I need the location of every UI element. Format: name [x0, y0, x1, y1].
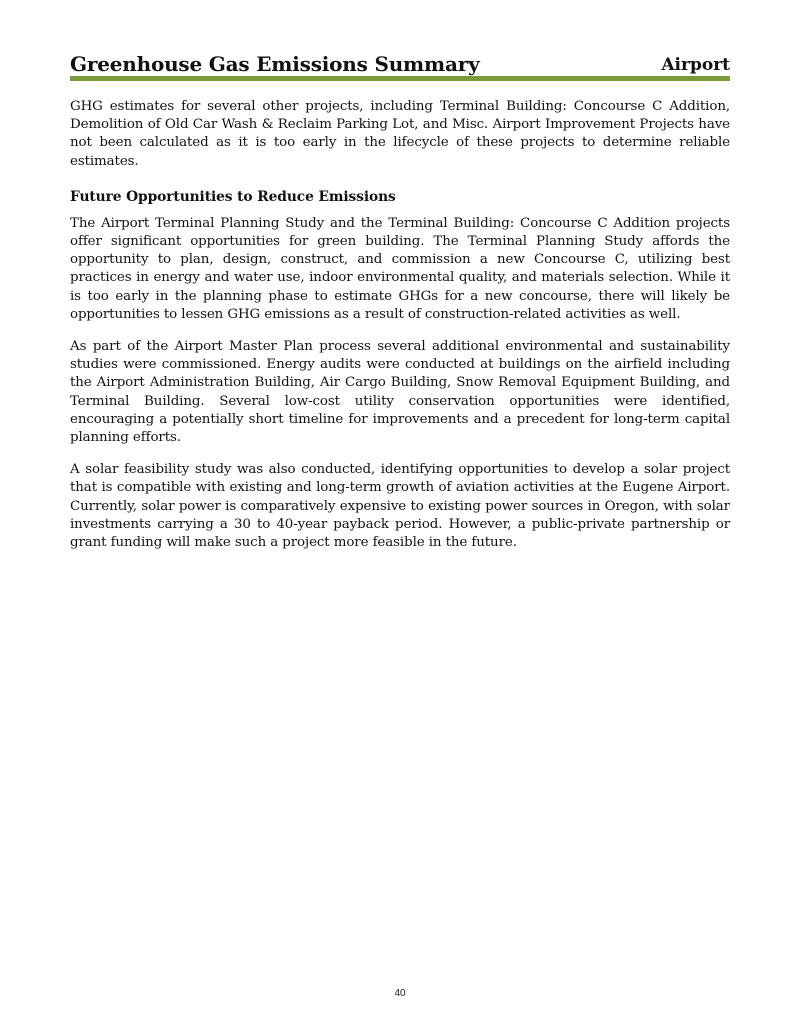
header-divider [70, 76, 730, 81]
page-content [70, 98, 730, 552]
section-label: Airport [661, 55, 730, 75]
intro-paragraph: GHG estimates for several other projects, including Terminal Building: Concourse C Addition, Demolition of Old Car Wash & Reclaim Parking Lot, and Misc. Airport Improvement Projects have not been calculated as it is too early in the lifecycle of these projects to determine reliable estimates. [70, 99, 730, 169]
document-page [70, 46, 730, 1016]
page-number: 40 [394, 988, 406, 999]
section-heading: Future Opportunities to Reduce Emissions [70, 188, 396, 205]
body-paragraph-3: A solar feasibility study was also conducted, identifying opportunities to develop a solar project that is compatible with existing and long-term growth of aviation activities at the Eugene Airport. Currently, solar power is comparatively expensive to existing power sources in Oregon, with solar investments carrying a 30 to 40-year payback period. However, a public-private partnership or grant funding will make such a project more feasible in the future. [70, 462, 730, 551]
body-paragraph-1: The Airport Terminal Planning Study and the Terminal Building: Concourse C Addition projects offer significant opportunities for green building. The Terminal Planning Study affords the opportunity to plan, design, construct, and commission a new Concourse C, utilizing best practices in energy and water use, indoor environmental quality, and materials selection. While it is too early in the planning phase to estimate GHGs for a new concourse, there will likely be opportunities to lessen GHG emissions as a result of construction-related activities as well. [70, 215, 730, 322]
document-title: Greenhouse Gas Emissions Summary [70, 52, 480, 76]
body-paragraph-2: As part of the Airport Master Plan process several additional environmental and sustainability studies were commissioned. Energy audits were conducted at buildings on the airfield including the Airport Administration Building, Air Cargo Building, Snow Removal Equipment Building, and Terminal Building. Several low-cost utility conservation opportunities were identified, encouraging a potentially short timeline for improvements and a precedent for long-term capital planning efforts. [70, 339, 730, 446]
page-header [70, 46, 730, 74]
